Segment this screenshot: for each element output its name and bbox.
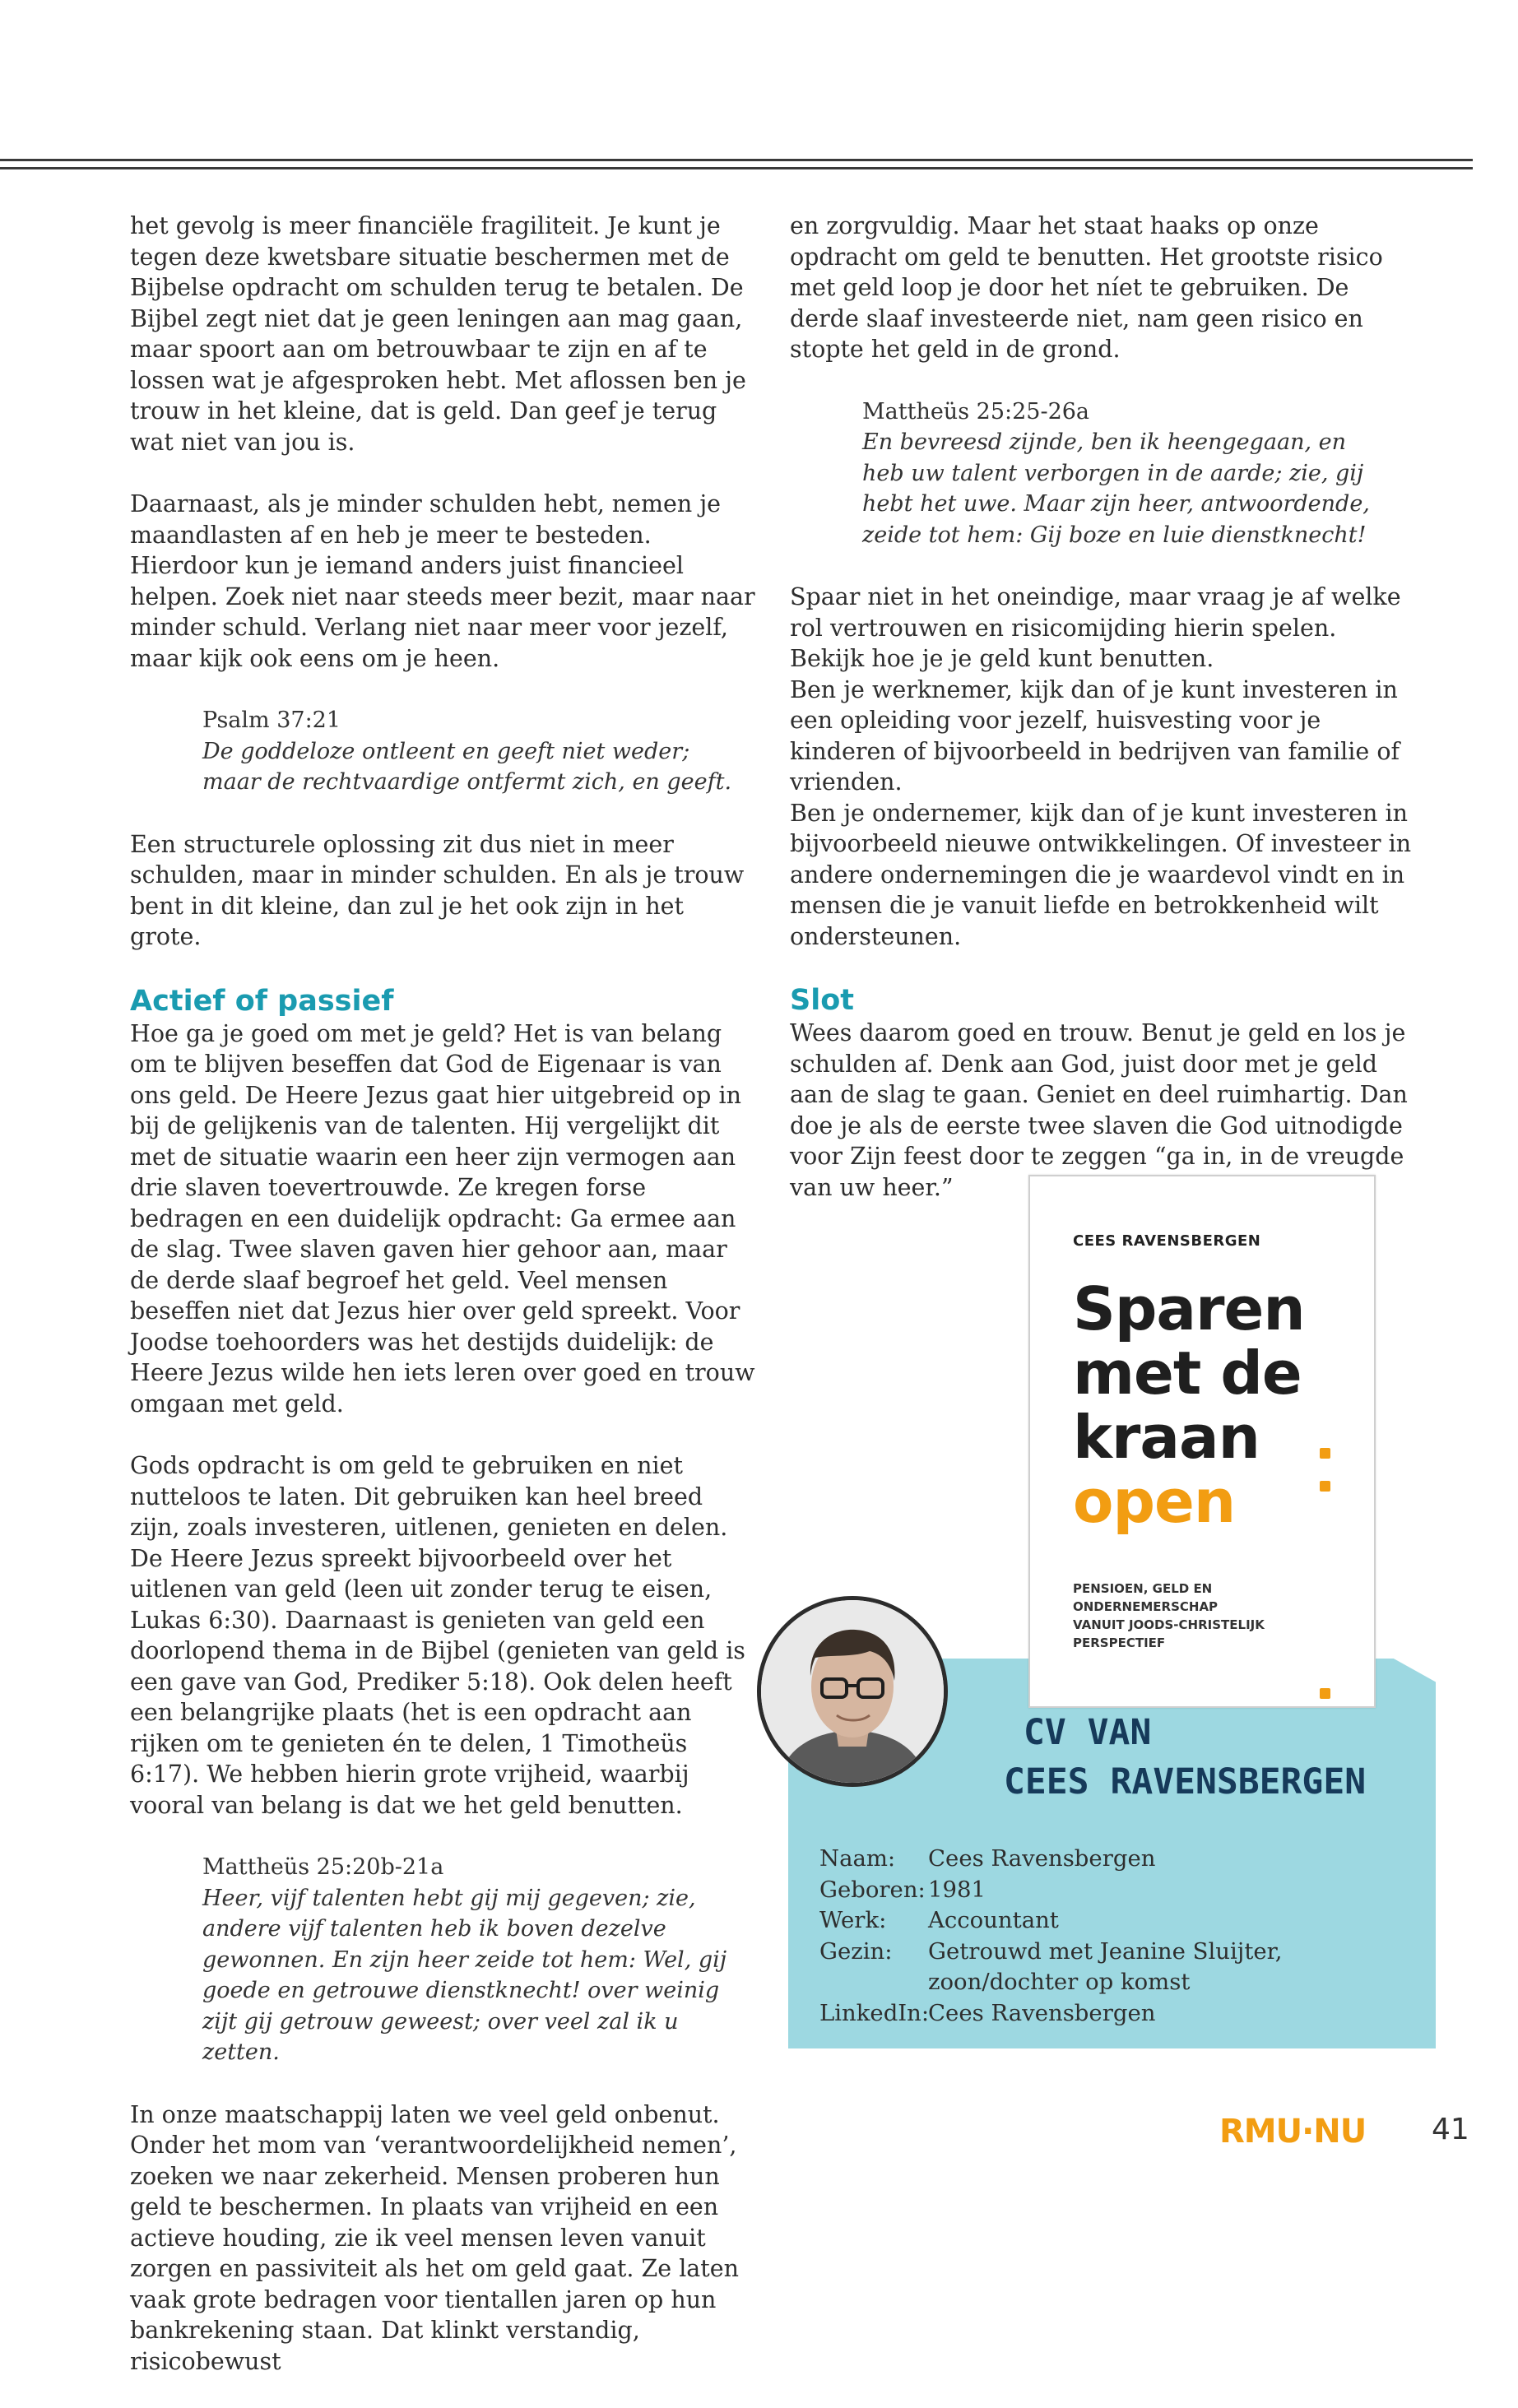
cv-label: Werk: bbox=[819, 1907, 887, 1933]
paragraph: In onze maatschappij laten we veel geld onbenut. Onder het mom van ‘verantwoordelijkheid nemen’, zoeken we naar zekerheid. Mensen proberen hun geld te beschermen. In plaats van vrijheid en een actieve houding, zie ik veel mensen leven vanuit zorgen en passiviteit als het om geld gaat. Ze laten vaak grote bedragen voor tientallen jaren op hun bankrekening staan. Dat klinkt verstandig, risicobewust bbox=[130, 2100, 739, 2375]
book-subtitle-line: VANUIT JOODS-CHRISTELIJK PERSPECTIEF bbox=[1073, 1617, 1265, 1650]
paragraph: Daarnaast, als je minder schulden hebt, nemen je maandlasten af en heb je meer te besteden. Hierdoor kun je iemand anders juist financieel helpen. Zoek niet naar steeds meer bezit, maar naar minder schuld. Verlang niet naar meer voor jezelf, maar kijk ook eens om je heen. bbox=[130, 490, 755, 672]
paragraph: Hoe ga je goed om met je geld? Het is van belang om te blijven beseffen dat God de Eigenaar is van ons geld. De Heere Jezus gaat hier uitgebreid op in bij de gelijkenis van de talenten. Hij vergelijkt dit met de situatie waarin een heer zijn vermogen aan drie slaven toevertrouwde. Ze kregen forse bedragen en een duidelijk opdracht: Ga ermee aan de slag. Twee slaven gaven hier gehoor aan, maar de derde slaaf begroef het geld. Veel mensen beseffen niet dat Jezus hier over geld spreekt. Voor Joodse toehoorders was het destijds duidelijk: de Heere Jezus wilde hen iets leren over goed en trouw omgaan met geld. bbox=[130, 1019, 755, 1417]
cv-row bbox=[819, 1875, 1389, 1906]
book-title bbox=[1073, 1274, 1305, 1536]
rmu-nu-logo: RMU·NU bbox=[1219, 2113, 1367, 2150]
bible-quote bbox=[202, 1852, 747, 2068]
paragraph: Ben je werknemer, kijk dan of je kunt investeren in een opleiding voor jezelf, huisvesting voor je kinderen of bijvoorbeeld in bedrijven van familie of vrienden. bbox=[790, 675, 1400, 796]
cv-row bbox=[819, 1998, 1389, 2030]
cv-row bbox=[819, 1905, 1389, 1937]
cv-value: Cees Ravensbergen bbox=[928, 1999, 1156, 2026]
quote-text: En bevreesd zijnde, ben ik heengegaan, en heb uw talent verborgen in de aarde; zie, gij hebt het uwe. Maar zijn heer, antwoordende, zeide tot hem: Gij boze en luie dienstknecht! bbox=[862, 429, 1370, 548]
quote-reference: Mattheüs 25:20b-21a bbox=[202, 1854, 444, 1880]
book-title-line: kraan bbox=[1073, 1403, 1260, 1472]
quote-text: maar de rechtvaardige ontfermt zich, en geeft. bbox=[202, 769, 732, 795]
cv-label: Naam: bbox=[819, 1845, 896, 1872]
bible-quote bbox=[862, 397, 1382, 551]
paragraph: Gods opdracht is om geld te gebruiken en niet nutteloos te laten. Dit gebruiken kan heel breed zijn, zoals investeren, uitlenen, genieten en delen. De Heere Jezus spreekt bijvoorbeeld over het uitlenen van geld (leen uit zonder terug te eisen, Lukas 6:30). Daarnaast is genieten van geld een doorlopend thema in de Bijbel (genieten van geld is een gave van God, Prediker 5:18). Ook delen heeft een belangrijke plaats (het is een opdracht aan rijken om te genieten én te delen, 1 Timotheüs 6:17). We hebben hierin grote vrijheid, waarbij vooral van belang is dat we het geld benutten. bbox=[130, 1452, 745, 1819]
cv-label: Geboren: bbox=[819, 1876, 926, 1903]
quote-reference: Mattheüs 25:25-26a bbox=[862, 398, 1090, 425]
portrait-photo-icon bbox=[761, 1600, 944, 1783]
right-column bbox=[790, 211, 1415, 1234]
section-heading: Actief of passief bbox=[130, 984, 394, 1018]
cv-row bbox=[819, 1937, 1389, 1998]
dot-icon bbox=[1320, 1688, 1330, 1699]
bible-quote bbox=[202, 705, 755, 798]
book-title-line: met de bbox=[1073, 1339, 1302, 1408]
cv-value: Accountant bbox=[928, 1907, 1059, 1933]
paragraph: Spaar niet in het oneindige, maar vraag je af welke rol vertrouwen en risicomijding hierin spelen. Bekijk hoe je je geld kunt benutten. bbox=[790, 583, 1401, 672]
colon-icon bbox=[1320, 1448, 1331, 1496]
cv-value: Getrouwd met Jeanine Sluijter, zoon/dochter op komst bbox=[928, 1937, 1283, 1995]
quote-text: Heer, vijf talenten hebt gij mij gegeven; zie, andere vijf talenten heb ik boven dezelve gewonnen. En zijn heer zeide tot hem: Wel, gij goede en getrouwe dienstknecht! over weinig zijt gij getrouw geweest; over veel zal ik u zetten. bbox=[202, 1885, 727, 2065]
cv-value: Cees Ravensbergen bbox=[928, 1845, 1156, 1872]
book-subtitle-line: PENSIOEN, GELD EN ONDERNEMERSCHAP bbox=[1073, 1581, 1219, 1614]
paragraph: Wees daarom goed en trouw. Benut je geld en los je schulden af. Denk aan God, juist door met je geld aan de slag te gaan. Geniet en deel ruimhartig. Dan doe je als de eerste twee slaven die God uitnodigde voor Zijn feest door te zeggen “ga in, in de vreugde van uw heer.” bbox=[790, 1019, 1408, 1201]
left-column bbox=[130, 211, 755, 2408]
cv-value: 1981 bbox=[928, 1876, 986, 1903]
book-title-line: Sparen bbox=[1073, 1274, 1305, 1343]
cv-details bbox=[819, 1844, 1389, 2029]
book-title-line: open bbox=[1073, 1467, 1236, 1536]
paragraph: het gevolg is meer financiële fragiliteit. Je kunt je tegen deze kwetsbare situatie beschermen met de Bijbelse opdracht om schulden terug te betalen. De Bijbel zegt niet dat je geen leningen aan mag gaan, maar spoort aan om betrouwbaar te zijn en af te lossen wat je afgesproken hebt. Met aflossen ben je trouw in het kleine, dat is geld. Dan geef je terug wat niet van jou is. bbox=[130, 212, 746, 456]
section-heading: Slot bbox=[790, 984, 854, 1017]
book-author: CEES RAVENSBERGEN bbox=[1073, 1232, 1261, 1250]
header-rule-top bbox=[0, 159, 1473, 161]
paragraph: Een structurele oplossing zit dus niet in meer schulden, maar in minder schulden. En als je trouw bent in dit kleine, dan zul je het ook zijn in het grote. bbox=[130, 830, 745, 950]
paragraph: Ben je ondernemer, kijk dan of je kunt investeren in bijvoorbeeld nieuwe ontwikkelingen. Of investeer in andere ondernemingen die je waardevol vindt en in mensen die je vanuit liefde en betrokkenheid wilt ondersteunen. bbox=[790, 799, 1412, 950]
cv-row bbox=[819, 1844, 1389, 1875]
quote-text: De goddeloze ontleent en geeft niet weder; bbox=[202, 738, 690, 764]
avatar bbox=[757, 1596, 948, 1787]
cv-label: Gezin: bbox=[819, 1937, 893, 1965]
quote-reference: Psalm 37:21 bbox=[202, 708, 341, 733]
cv-label: LinkedIn: bbox=[819, 1999, 930, 2026]
cv-heading-line: CV VAN bbox=[1024, 1712, 1152, 1753]
header-rule-bottom bbox=[0, 167, 1473, 169]
cv-heading bbox=[1004, 1708, 1367, 1807]
cv-heading-line: CEES RAVENSBERGEN bbox=[1004, 1761, 1367, 1803]
book-subtitle bbox=[1073, 1580, 1344, 1652]
paragraph: en zorgvuldig. Maar het staat haaks op onze opdracht om geld te benutten. Het grootste risico met geld loop je door het níet te gebruiken. De derde slaaf investeerde niet, nam geen risico en stopte het geld in de grond. bbox=[790, 212, 1383, 363]
book-cover bbox=[1028, 1175, 1376, 1708]
page-number: 41 bbox=[1432, 2113, 1469, 2146]
